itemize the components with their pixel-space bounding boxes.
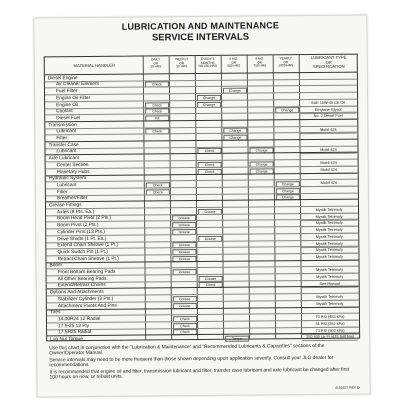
row-spec: Mystik Tetrimoly [301,255,357,261]
interval-cell: Fill [145,115,169,121]
interval-cell: Change [275,107,299,113]
row-spec: Mobil 424 [300,127,356,133]
interval-cell: Grease [172,249,196,255]
interval-cell: Grease [172,229,196,235]
row-spec: Mystik Tetrimoly [301,208,357,214]
row-label: Lug Nut Torque [50,337,83,343]
interval-cell: Check [173,329,197,335]
row-spec: SAE 15W-40 CE Oil [300,100,356,106]
row-spec: Mystik Tetrimoly [302,275,358,281]
interval-cell: Grease [198,235,222,241]
row-label: Diesel Fuel [56,116,81,122]
notes [49,344,357,383]
footer-code: 4150327 REV D [335,385,360,390]
header-material: MATERIAL HANDLER [73,62,116,69]
row-label: Front Bottom Bearing Pads [57,269,116,276]
row-label: Retract Chain Sheave (1 Pt.) [57,256,119,262]
interval-cell: Change [250,161,274,167]
row-label: Transmission [48,122,77,129]
note-2: Service intervals may need to be more frequent than those shown depending upon application severity. Consult your JLG dealer for recommendations. [49,355,334,369]
row-label: Cylinder Pins (13 Pts.) [57,229,105,236]
header-interval: EVERY 3 MONTHS OR 250 HRS [198,56,218,69]
maintenance-decal [33,15,370,398]
interval-cell: Torque [225,336,249,342]
interval-cell: Check [173,316,197,322]
row-label: Axle Lubricant [48,156,80,162]
interval-cell: Check [145,129,169,135]
row-spec: Ethylene-Glycol [300,107,356,113]
row-label: Coolant [56,109,73,115]
row-spec: No. 2 Diesel Fuel [300,114,356,120]
interval-cell: Change [197,101,221,107]
row-label: Lubricant [56,149,77,155]
row-label: Breather/Filter [56,196,88,202]
row-label: Center Section [56,162,89,169]
interval-cell: Change [223,88,247,94]
row-label: Boom Pivot (2 Pts.) [57,223,99,229]
row-label: 14.00R24 12 Radial [57,316,101,323]
interval-cell: Change [223,128,247,134]
interval-cell: Change [223,135,247,141]
interval-cell: Check [146,189,170,195]
row-spec: Mystik Tetrimoly [301,214,357,220]
interval-cell: Change [276,181,300,187]
decal-subtitle: SERVICE INTERVALS [151,31,250,44]
header-interval: WEEKLY OR 50 HRS [175,57,189,69]
interval-cell: Check [146,182,170,188]
interval-cell: Grease [199,276,223,282]
row-spec: Mobil 424 [301,181,357,187]
row-label: Planetary Hubs [56,169,90,175]
interval-cell: Change [197,95,221,101]
row-label: Drive Shafts (1 Pt. Ea.) [57,236,107,242]
row-label: Engine Oil Filter [56,95,91,102]
interval-cell: Grease [173,296,197,302]
row-label: Diesel Engine [47,75,78,82]
header-interval: 6 MO. OR 500 HRS [227,56,241,68]
row-label: Attachment Pivots And Pins [57,303,117,309]
interval-cell: Change [276,188,300,194]
interval-cell: Check [198,168,222,174]
row-label: Lubricant [56,129,77,135]
interval-cell: Change [249,148,273,154]
interval-cell: Grease [172,256,196,262]
interval-cell: Grease [198,209,222,215]
row-label: 17.5R25 Radial [58,330,92,336]
interval-cell: Grease [173,303,197,309]
row-label: Tires [49,310,61,316]
header-interval: 9 MO. OR 750 HRS [253,56,267,68]
interval-cell: Check [199,282,223,288]
interval-cell: Check [197,148,221,154]
interval-cell: Check [198,162,222,168]
note-1: Use this chart in conjunction with the "Lubrication & Maintenance" and "Recommended Lubricants & Capacities" sections of the Owner/Operator Manual. [49,343,325,357]
interval-cell: Change [276,195,300,201]
row-label: Options And Attachments [49,290,104,296]
row-label: 17.5-25 12 Ply [58,323,90,329]
interval-cell: Grease [172,242,196,248]
row-label: Boom Head Pivot (2 Pts.) [57,216,112,222]
row-spec: 70 PSI (483 kPa) [302,315,358,321]
interval-cell: Grease [173,269,197,275]
interval-cell: Grease [172,222,196,228]
row-label: All Other Bearing Pads [57,276,107,283]
row-label: Air Cleaner Element [55,82,99,88]
row-label: Stabilizer Cylinder (3 Pts.) [57,296,114,303]
table-row [47,333,359,344]
interval-cell: Check [145,82,169,88]
row-label: Filter [56,136,68,142]
row-label: Extend Chain Sheave (1 Pt.) [57,243,119,249]
row-spec: 73 PSI (503 kPa) [302,328,358,334]
note-3: It is recommended that engine oil and filter, transmission lubricant and filter, transfer case lubricant and axle lubricant be changed after first 100 hours on new, or rebuilt units. [49,367,350,381]
row-spec: Mystik Tetrimoly [301,221,357,227]
interval-cell: Check [173,323,197,329]
interval-cell: Check [145,109,169,115]
row-spec: 51 PSI (352 kPa) [302,322,358,328]
row-spec: Mobil 424 [301,167,357,173]
header-interval: YEARLY OR 1000 HRS [278,56,294,68]
row-label: Extend/Retract Chains [57,283,106,289]
row-label: Hydraulic System [48,176,87,182]
row-spec: Mystik Tetrimoly [301,234,357,240]
row-spec: Mystik Tetrimoly [302,301,358,307]
row-label: Axles (8 Pts. Ea.) [57,209,95,216]
row-label: Grease Fittings [48,203,82,209]
row-label: Engine Oil [56,102,79,108]
interval-cell: Check [145,102,169,108]
interval-cell: Grease [172,216,196,222]
decal-title: LUBRICATION AND MAINTENANCE [121,20,280,32]
row-label: Boom [49,263,63,269]
row-spec: Mobil 424 [301,161,357,167]
header-interval: DAILY OR 10 HRS [150,57,162,69]
row-label: Transfer Case [48,142,79,149]
row-spec: Mystik Tetrimoly [302,295,358,301]
row-spec: Mystik Tetrimoly [302,268,358,274]
row-label: Lubricant [56,183,77,189]
row-spec: See Manual [302,281,358,287]
row-spec: 350-400 Lb-Ft (475-540 Nm) [302,335,358,341]
row-spec: Mystik Tetrimoly [301,228,357,234]
row-label: Filter [56,189,68,195]
row-label: Quick Switch Pin (1 Pt.) [57,249,108,256]
header-spec: LUBRICANT TYPE OR SPECIFICATION [310,54,347,70]
row-spec: Mystik Tetrimoly [301,248,357,254]
row-label: Fuel Filter [55,89,78,95]
row-spec: Mystik Tetrimoly [301,241,357,247]
service-interval-table [44,54,360,342]
interval-cell: Change [250,168,274,174]
row-spec: Mobil 424 [300,147,356,153]
